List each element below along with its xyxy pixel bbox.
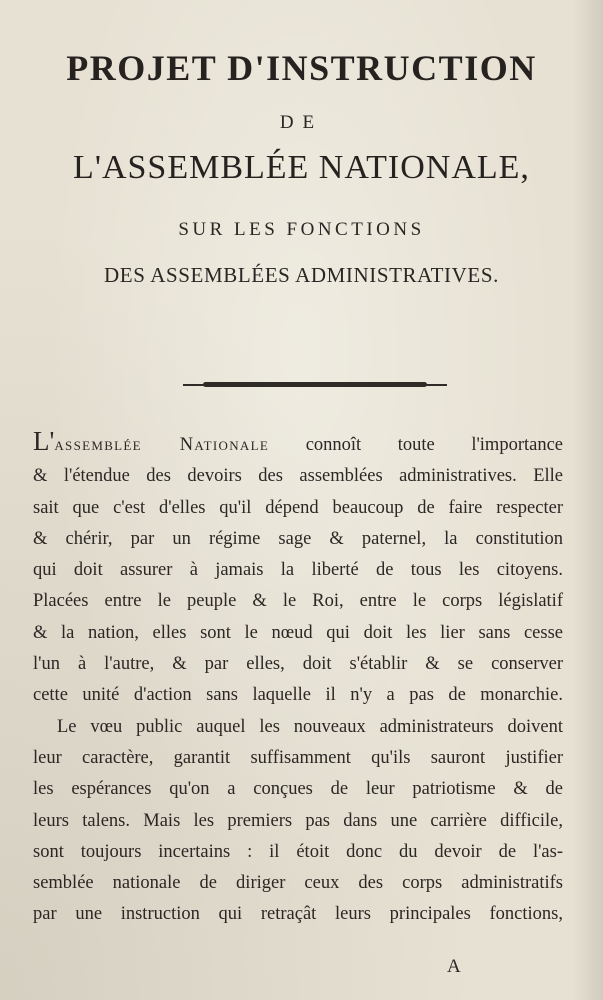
subtitle-line-1: SUR LES FONCTIONS	[178, 219, 425, 240]
page-edge-shadow	[573, 0, 603, 1000]
body-line	[33, 426, 564, 461]
body-line: & la nation, elles sont le nœud qui doit les lier sans cesse	[33, 622, 563, 643]
title-line-2: DE	[279, 112, 324, 133]
body-line: & l'étendue des devoirs des assemblées administratives. Elle	[33, 466, 563, 487]
body-line: & chérir, par un régime sage & paternel, la constitution	[33, 528, 563, 549]
body-line: semblée nationale de diriger ceux des corps administratifs	[33, 873, 563, 894]
small-caps-name: assemblée Nationale	[54, 435, 270, 455]
body-line: Le vœu public auquel les nouveaux administrateurs doivent	[57, 716, 563, 737]
body-text	[33, 426, 564, 931]
body-line: sait que c'est d'elles qu'il dépend beaucoup de faire respecter	[33, 497, 563, 518]
body-line: les espérances qu'on a conçues de leur patriotisme & de	[33, 779, 563, 800]
title-line-1: PROJET D'INSTRUCTION	[66, 48, 537, 88]
body-line: sont toujours incertains : il étoit donc du devoir de l'as-	[33, 841, 563, 862]
title-line-3: L'ASSEMBLÉE NATIONALE,	[73, 149, 530, 186]
section-rule	[183, 382, 447, 387]
body-line: l'un à l'autre, & par elles, doit s'établir & se conserver	[33, 654, 563, 675]
body-line: Placées entre le peuple & le Roi, entre le corps législatif	[33, 591, 563, 612]
body-line: leurs talens. Mais les premiers pas dans une carrière difficile,	[33, 810, 563, 831]
signature-mark: A	[447, 956, 461, 977]
title-block	[0, 46, 603, 288]
body-line: leur caractère, garantit suffisamment qu'ils sauront justifier	[33, 747, 563, 768]
body-line: qui doit assurer à jamais la liberté de tous les citoyens.	[33, 560, 563, 581]
body-line: cette unité d'action sans laquelle il n'y a pas de monarchie.	[33, 685, 563, 706]
subtitle-line-2: DES ASSEMBLÉES ADMINISTRATIVES.	[104, 263, 499, 287]
body-line: par une instruction qui retraçât leurs principales fonctions,	[33, 904, 563, 925]
body-line-text: connoît toute l'importance	[305, 435, 564, 455]
drop-cap: L'	[33, 426, 55, 456]
